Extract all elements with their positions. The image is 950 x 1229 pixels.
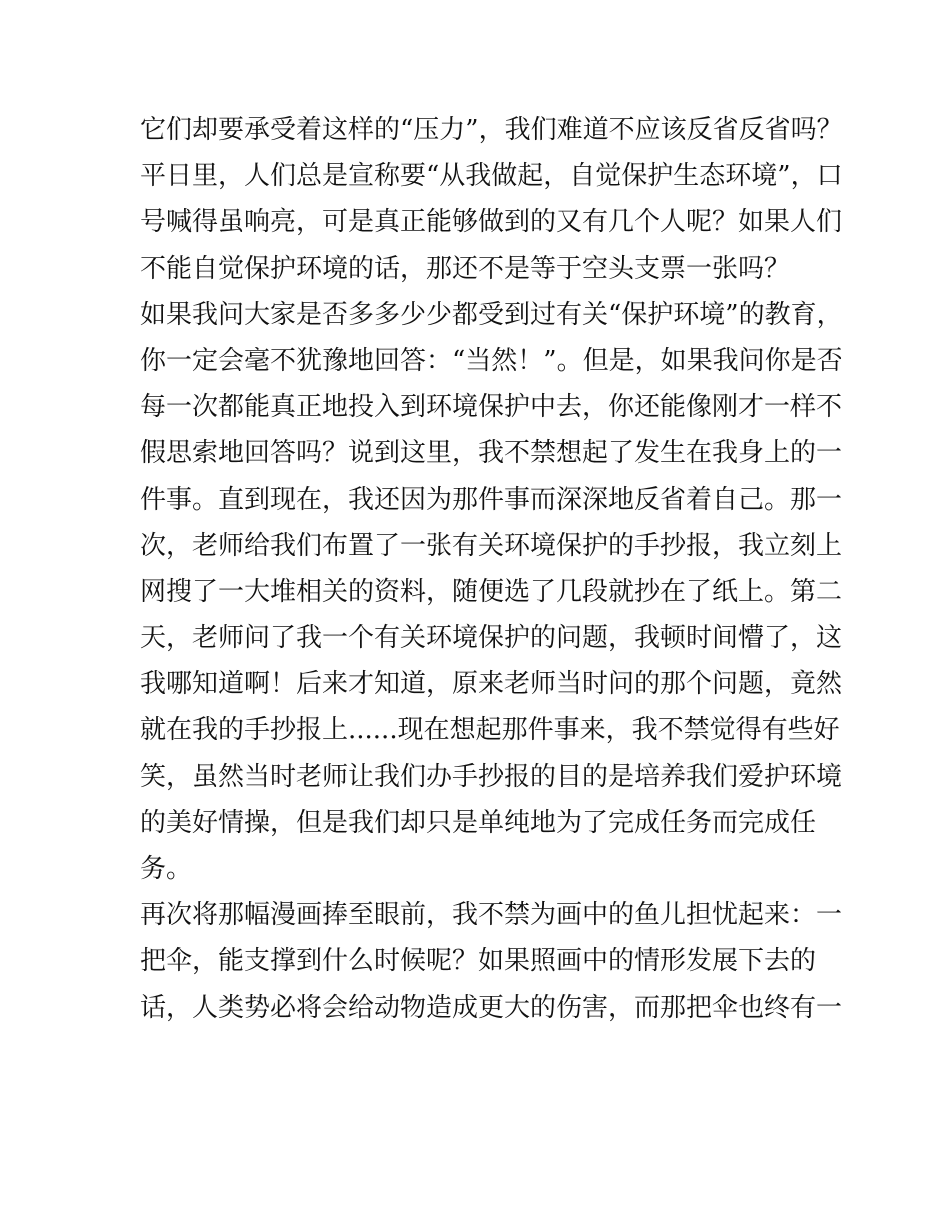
text-line: 的美好情操，但是我们却只是单纯地为了完成任务而完成任 [140,807,817,838]
text-line: 网搜了一大堆相关的资料，随便选了几段就抄在了纸上。第二 [140,576,843,607]
text-line: 每一次都能真正地投入到环境保护中去，你还能像刚才一样不 [140,392,843,423]
text-line: 你一定会毫不犹豫地回答：“当然！”。但是，如果我问你是否 [140,345,843,376]
text-line: 不能自觉保护环境的话，那还不是等于空头支票一张吗？ [140,253,791,284]
text-line: 件事。直到现在，我还因为那件事而深深地反省着自己。那一 [140,484,843,515]
text-line: 把伞，能支撑到什么时候呢？如果照画中的情形发展下去的 [140,946,817,977]
text-line: 如果我问大家是否多多少少都受到过有关“保护环境”的教育， [140,299,843,330]
text-line: 话，人类势必将会给动物造成更大的伤害，而那把伞也终有一 [140,992,843,1023]
text-line: 号喊得虽响亮，可是真正能够做到的又有几个人呢？如果人们 [140,207,843,238]
text-line: 天，老师问了我一个有关环境保护的问题，我顿时间懵了，这 [140,623,843,654]
text-line: 次，老师给我们布置了一张有关环境保护的手抄报，我立刻上 [140,530,843,561]
text-line: 我哪知道啊！后来才知道，原来老师当时问的那个问题，竟然 [140,669,843,700]
text-line: 就在我的手抄报上......现在想起那件事来，我不禁觉得有些好 [140,715,840,746]
text-line: 平日里，人们总是宣称要“从我做起，自觉保护生态环境”，口 [140,161,843,192]
text-line: 它们却要承受着这样的“压力”，我们难道不应该反省反省吗？ [140,115,843,145]
text-line: 务。 [140,854,193,884]
text-line: 再次将那幅漫画捧至眼前，我不禁为画中的鱼儿担忧起来：一 [140,900,843,931]
essay-text [140,107,843,1031]
text-line: 笑，虽然当时老师让我们办手抄报的目的是培养我们爱护环境 [140,761,843,792]
text-line: 假思索地回答吗？说到这里，我不禁想起了发生在我身上的一 [140,438,843,469]
